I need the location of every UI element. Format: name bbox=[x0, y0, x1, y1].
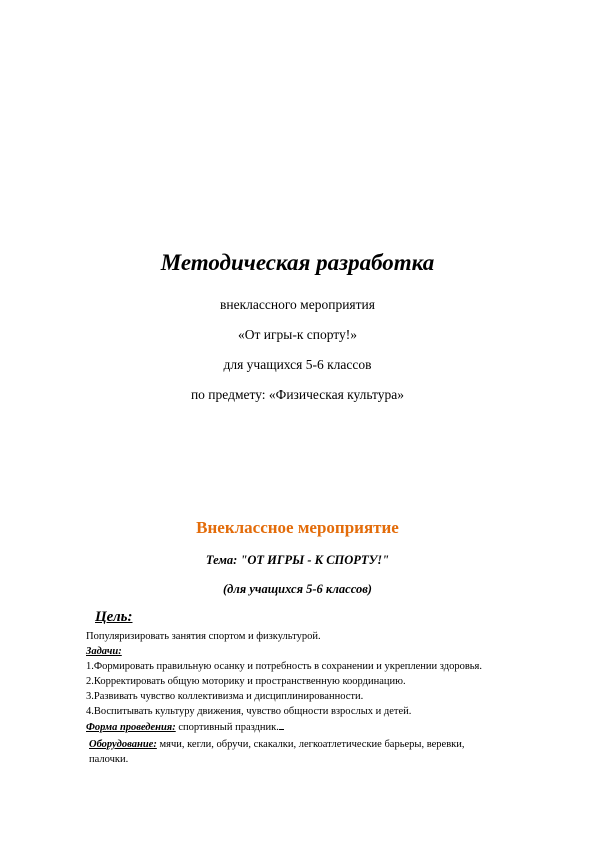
task-item: 3.Развивать чувство коллективизма и дисциплинированности. bbox=[86, 691, 364, 702]
form-line bbox=[86, 721, 284, 733]
goal-text: Популяризировать занятия спортом и физкультурой. bbox=[86, 631, 321, 642]
form-label: Форма проведения: bbox=[86, 722, 176, 733]
task-item: 2.Корректировать общую моторику и пространственную координацию. bbox=[86, 676, 406, 687]
equipment-value-continued: палочки. bbox=[89, 754, 129, 765]
event-theme: Тема: "ОТ ИГРЫ - К СПОРТУ!" bbox=[205, 553, 390, 567]
subtitle-line-1: внеклассного мероприятия bbox=[220, 297, 375, 312]
subtitle-line-3: для учащихся 5-6 классов bbox=[223, 357, 372, 372]
equipment-label: Оборудование: bbox=[89, 739, 157, 750]
equipment-line bbox=[89, 739, 465, 750]
event-audience: (для учащихся 5-6 классов) bbox=[223, 582, 372, 596]
goal-heading: Цель: bbox=[95, 609, 133, 625]
task-item: 4.Воспитывать культуру движения, чувство общности взрослых и детей. bbox=[86, 706, 412, 717]
form-value: спортивный праздник. bbox=[175, 722, 279, 733]
event-title: Внеклассное мероприятие bbox=[196, 518, 399, 537]
tasks-heading: Задачи: bbox=[86, 646, 122, 657]
equipment-value: мячи, кегли, обручи, скакалки, легкоатлетические барьеры, веревки, bbox=[156, 739, 465, 750]
text-cursor-mark bbox=[279, 721, 284, 730]
subtitle-line-4: по предмету: «Физическая культура» bbox=[190, 387, 405, 402]
task-item: 1.Формировать правильную осанку и потребность в сохранении и укреплении здоровья. bbox=[86, 661, 483, 672]
document-title: Методическая разработка bbox=[160, 250, 435, 275]
subtitle-line-2: «От игры-к спорту!» bbox=[237, 327, 358, 342]
